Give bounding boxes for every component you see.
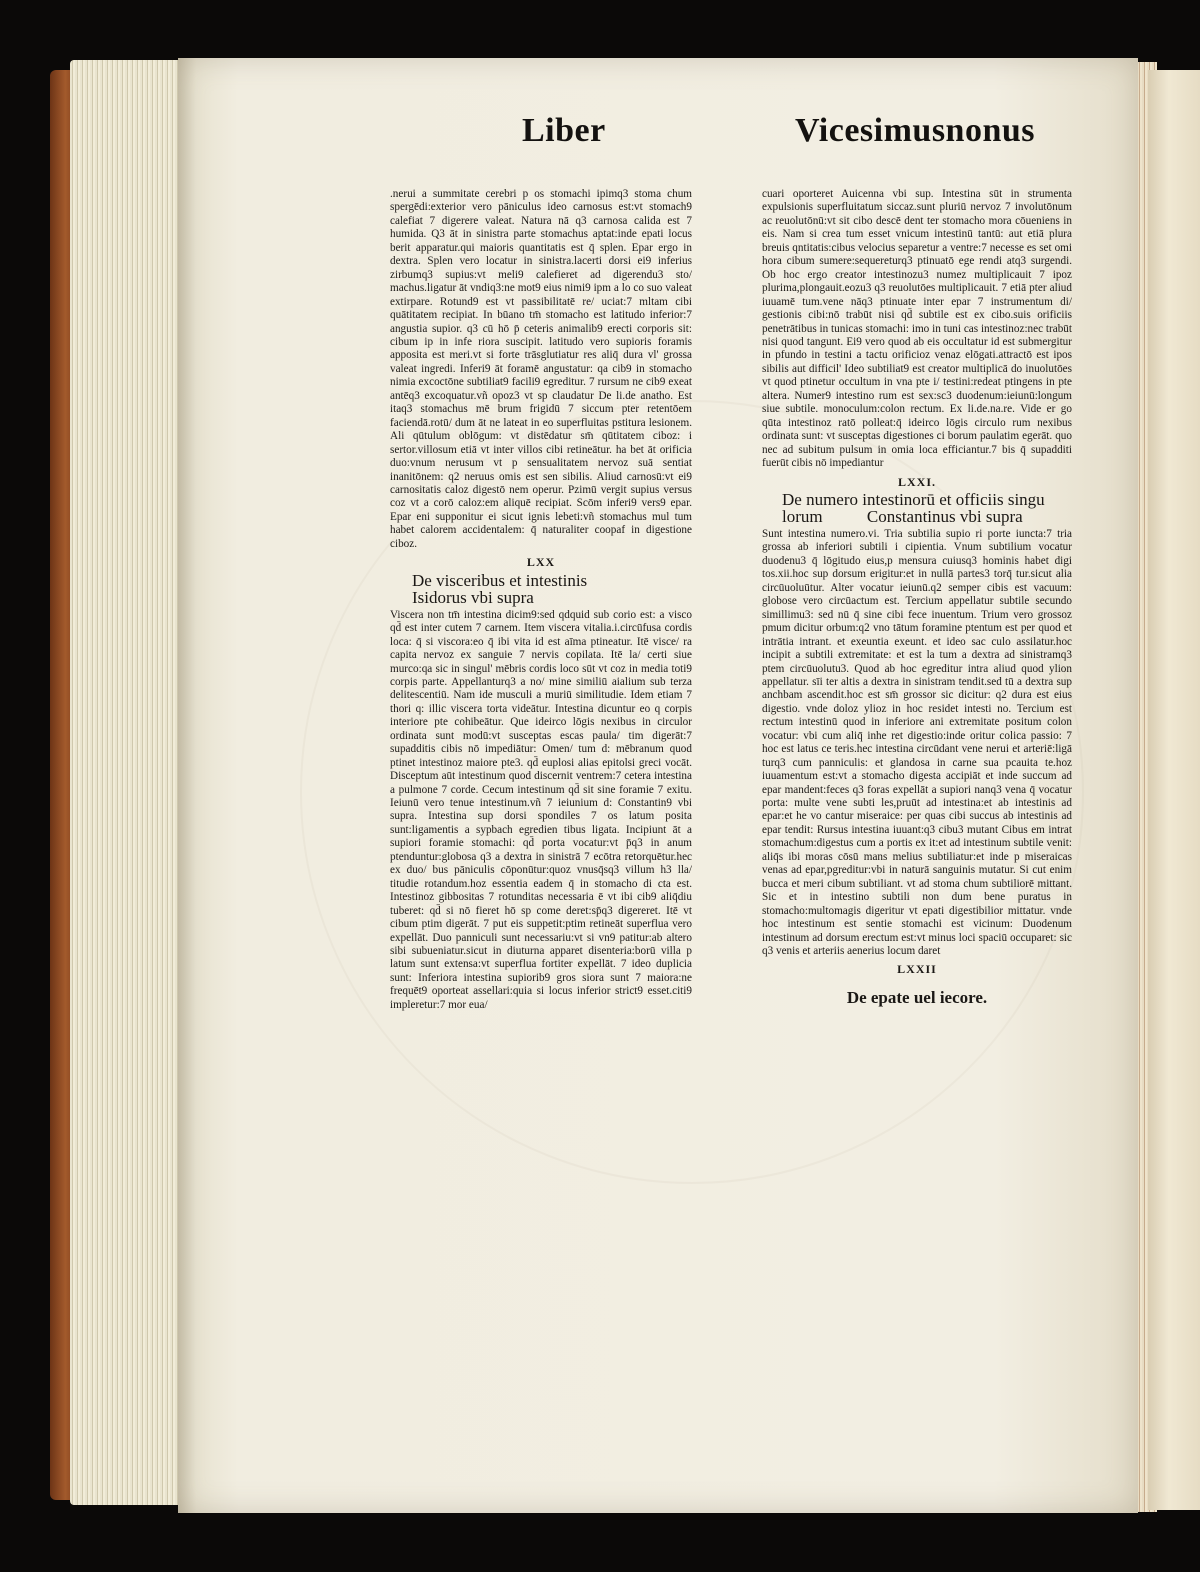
chapter-heading: De visceribus et intestinis	[412, 570, 588, 590]
chapter-number: LXX	[526, 555, 556, 570]
running-head-left: Liber	[522, 112, 606, 149]
source-line: Constantinus vbi supra	[866, 506, 1023, 526]
paragraph: Viscera non tm̄ intestina dicim9:sed qdquid sub corio est: a visco qd̄ est inter cutem 7 carnem. Item viscera vitalia.i.circūfusa cordis loca: q̄ si viscora:eo q̄ ibi vita id est aīma ptineatur. Itē visce/ ra capita nervoz ex sanguie 7 nervis copilata. Itē la/ certi siue murco:qa sic in singul' mēbris cordis loco sūt vt coz in media toti9 corpis parte. Appellanturq3 a no/ mine similiū aialium sub terza delitescentiū. Nam ide musculi a muriū similitudie. Idem etiam 7 thori q: illic viscera torta videātur. Intestina dicuntur eo q corpis interiore pte cohibeātur. Que ideirco lōgis nexibus in circulor ordinata sunt modū:vt susceptas escas paula/ tim digerāt:7 supadditis cibis nō impediātur: Omen/ tum d: mēbranum quod ptinet intestinoz maiore pte3. qd̄ euplosi alias epitolsi greci vocāt. Disceptum aūt intestinum quod discernit ventrem:7 cetera intestina a pulmone 7 corde. Cecum intestinum qd̄ sit sine foramie 7 exitu. Ieiunū vero tenue intestinum.vñ 7 ieiunium d: Constantin9 vbi supra. Intestina sup dorsi spondiles 7 os latum posita sunt:ligamentis a sypbach egredien tibus ligata. Incipiunt āt a supiori foramie stomachi: qd̄ porta vocatur:vt p̄q3 in anum ptenduntur:globosa q3 a dextra in sinistrā 7 ecōtra retorquētur.hec ex duo/ bus pāniculis cōponūtur:quoz vnusq̄sq3 villum h3 lla/ titudie rotandum.hoz essentia eadem q̄ in stomacho di cta est. Intestinoz gibbositas 7 rotunditas necessaria ē vt ibi cib9 aliq̄diu tuberet: qd̄ si nō fieret hō sp come deret:sp̄q3 digereret. Itē vt cibum ptim digerāt. 7 put eis suppetit:ptim retineāt superflua vero expellāt. Duo panniculi sunt necessariu:vt si vn9 patitur:ab altero sibi subueniatur.sicut in diuturna apparet disenteria:borū villa p latum sunt extensa:vt superflua fortiter expellāt. 7 ideo duplicia sunt: Inferiora intestina supiorib9 gros siora sunt 7 maiora:ne frequēt9 oporteat assellari:quia si locus inferior strict9 esset.citi9 impleretur:7 mor eua/	[390, 608, 692, 1011]
chapter-number: LXXI.	[897, 474, 936, 489]
running-head-right: Vicesimusnonus	[795, 112, 1036, 149]
page-edges-left	[70, 60, 190, 1505]
paragraph: Sunt intestina numero.vi. Tria subtilia supio ri porte iuncta:7 tria grossa ab inferiori subtili i cipientia. Vnum subtilium vocatur duodenu3 q̄ lōgitudo eius,p mensura cuiusq3 hominis habet digi tos.xii.hoc sup dorsum erigitur:et in nullā partes3 torq̄ tur.sicut alia circūuoluūtur. Alter vocatur ieiunū.q2 semper cibis est vacuum: globose vero circūactum est. Tercium appellatur subtile secundo simillimu3: sed nū q̄ sine cibi fece inuentum. Trium vero grossoz pmum dicitur orbum:q2 vno tātum foramine ptentum est per quod et intrātia intrant. et exeuntia exeunt. et ideo sac culo assilatur.hoc incipit a subtili extremitate: et est la tum a dextra ad sinistramq3 ptem circūuolutu3. Quod ab hoc egreditur intra aliud quod ylion appellatur. sīi ter altis a dextra in sinistram tendit.sed tū a dextra sup anchbam ascendit.hoc est sm̄ grossor sic dicitur: q2 dura est eius digestio. vnde doloz ylioz in hoc residet intesti no. Tercium est rectum intestinū quod in inferiore ani extremitate positum colon vocatur: vbi cum aliq̄ inhe ret digestio:inde oritur colica passio: 7 hoc est latus ce teris.hec intestina circūdant vene nerui et arteriē:ligā turq3 cum panniculis: et glandosa in carne sua pcauita te.hoz iuuamentum est:vt a stomacho digesta accipiāt et inde succum ad epar mandent:feces q3 foras expellāt a supiori nanq3 vena q̄ vocatur porta: multe vene subti les,pruūt ad intestina:et ab intestinis ad epar:et he vo cantur miseraice: per quas cibi succus ab intestinis ad epar tendit: Rursus intestina iuuant:q3 cibu3 mutant Cibus em intrat stomachum:digestus cum a portis ex it:et ad intestinum subtile venit: aliq̄s ibi moras cōsū mans melius subtiliatur:et inde p miseraicas venas ad epar,pgreditur:vbi in naturā sanguinis mutatur. Si cut enim bucca et meri cibum subtiliant. vt ad stoma chum subtiliorē mittant. Sic et in intestino subtili non dum bene puratus in stomacho:multomagis digeritur vt epati digestibilior mittatur. vnde hoc intestinum est sentie stomachi est vicinum: Duodenum intestinum ad dorsum erectum est:vt minus loci spaciū occuparet: sic q3 venis et arteriis aenerius locum daret	[762, 527, 1072, 958]
chapter-heading-line2	[782, 508, 1072, 525]
facing-page-edge	[1148, 70, 1200, 1510]
heading-continuation: lorum	[782, 506, 823, 526]
source-line: Isidorus vbi supra	[412, 587, 534, 607]
chapter-heading: De numero intestinorū et officiis singu	[782, 489, 1045, 509]
chapter-heading: De epate uel iecore.	[846, 987, 988, 1007]
paragraph: cuari oporteret Auicenna vbi sup. Intestina sūt in strumenta expulsionis superfluitatum siccaz.sunt pluriū nervoz 7 involutōnum ac reuolutōnū:vt sit cibo descē dent ter stomacho mora cōueniens in eis. Nam si crea tum esset vnicum intestinū tantū: aut etiā plura breuis qntitatis:cibus velocius separetur a ventre:7 necesse es set omi hora cibum sumere:sequereturq3 ptinuatō ege rendi atq3 surgendi. Ob hoc ergo creator intestinozu3 numez multiplicauit 7 ipoz plurima,plongauit.eozu3 q3 reuolutōes multiplicauit. 7 etiā pter aliud iuuamē tum.vene nāq3 ptinuate inter epar 7 instrumentum di/ gestionis cibi:nō trabūt nisi qd̄ subtile est ex cibo.suis orificiis penetrātibus in tunicas stomachi: imo in tuni cas intestinoz:nec trabūt nisi quod tangunt. Ei9 vero quod ab eis occultatur id est submergitur in pfundo in testini a tactu orificioz venaz elōgati.attractō est ipos sibilis aut difficil' Ideo subtiliat9 est creator multiplicā do inuolutōes vt quod ptinetur occultum in vna pte i/ testini:redeat ptingens in pte altera. Numer9 intestino rum est sex:sc3 duodenum:ieiunū:longum siue subtile. monoculum:colon rectum. Ex li.de.na.re. Vide er go qūta intestinoz ratō polleat:q̄ ideirco lōgis circulo rum nexibus ordinata sunt: vt susceptas digestiones ci borum paulatim egerāt. quo nec ad subitum pulsum in omia loca efficiantur.7 bis q̄ supadditi fuerūt cibis nō impediantur	[762, 188, 1072, 470]
text-column-right	[762, 188, 1072, 1280]
paragraph: .nerui a summitate cerebri p os stomachi ipimq3 stoma chum spergēdi:exterior vero pāniculus ideo carnosus est:vt stomach9 calefiat 7 digerere valeat. Natura nā q3 carnosa calida est 7 humida. Q3 āt in sinistra parte stomachus aptat:inde epati locus berit apparatur.qui maioris quantitatis est q̄ splen. Epar ergo in dextra. Splen vero locatur in sinistra.lacerti dorsi ei9 inferius zirbumq3 supius:vt meli9 calefieret ad digerendu3 sto/ machus.ligatur āt vndiq3:ne mot9 eius nimi9 ipm a lo co suo valeat extirpare. Rotund9 est vt passibilitatē re/ uciat:7 mltam cibi quātitatem recipiat. In būano tm̄ stomacho est latitudo inferior:7 angustia supior. q3 cū hō p̄ ceteris animalib9 erecti corporis sit: cibum ip in infe riora suscipit. latitudo vero supioris foramis apposita est meri.vt si forte trāsglutiatur res aliq̄ dura vl' grossa valeat ingredi. Inferi9 āt foramē angustatur: qa cib9 in stomacho nimia excoctōne subtiliat9 facili9 egreditur. 7 rursum ne cib9 exeat antēq3 excoquatur.vñ opoz3 vt sp claudatur De li.de anatho. Est itaq3 stomachus mē brum frigidū 7 siccum pter retentōem faciendā.rotū/ dum āt ne lateat in eo superfluitas pstitura lesionem. Ali qūtulum oblōgum: vt distēdatur sm̄ qūtitatem ciboz: i sertor.villosum etiā vt inter villos cibi retineātur. ha bet āt orificia duo:vnum nerusum vt p sensualitatem nervoz suā sentiat inanitōnem: q2 neruus omis est sen sibilis. Aliud carnosū:vt ei9 carnositatis caloz digestō nem operur. Pzimū vergit supius versus coz vt a corō caloz:em aliquē recipiat. Scōm inferi9 vers9 epar. Epar eni supponitur ei sicut ignis lebeti:vñ stomachus mul tum habet calorem accidentalem: q̄ naturaliter coopaf in digestione ciboz.	[390, 188, 692, 550]
text-column-left	[390, 188, 692, 1280]
chapter-number: LXXII	[897, 962, 937, 977]
